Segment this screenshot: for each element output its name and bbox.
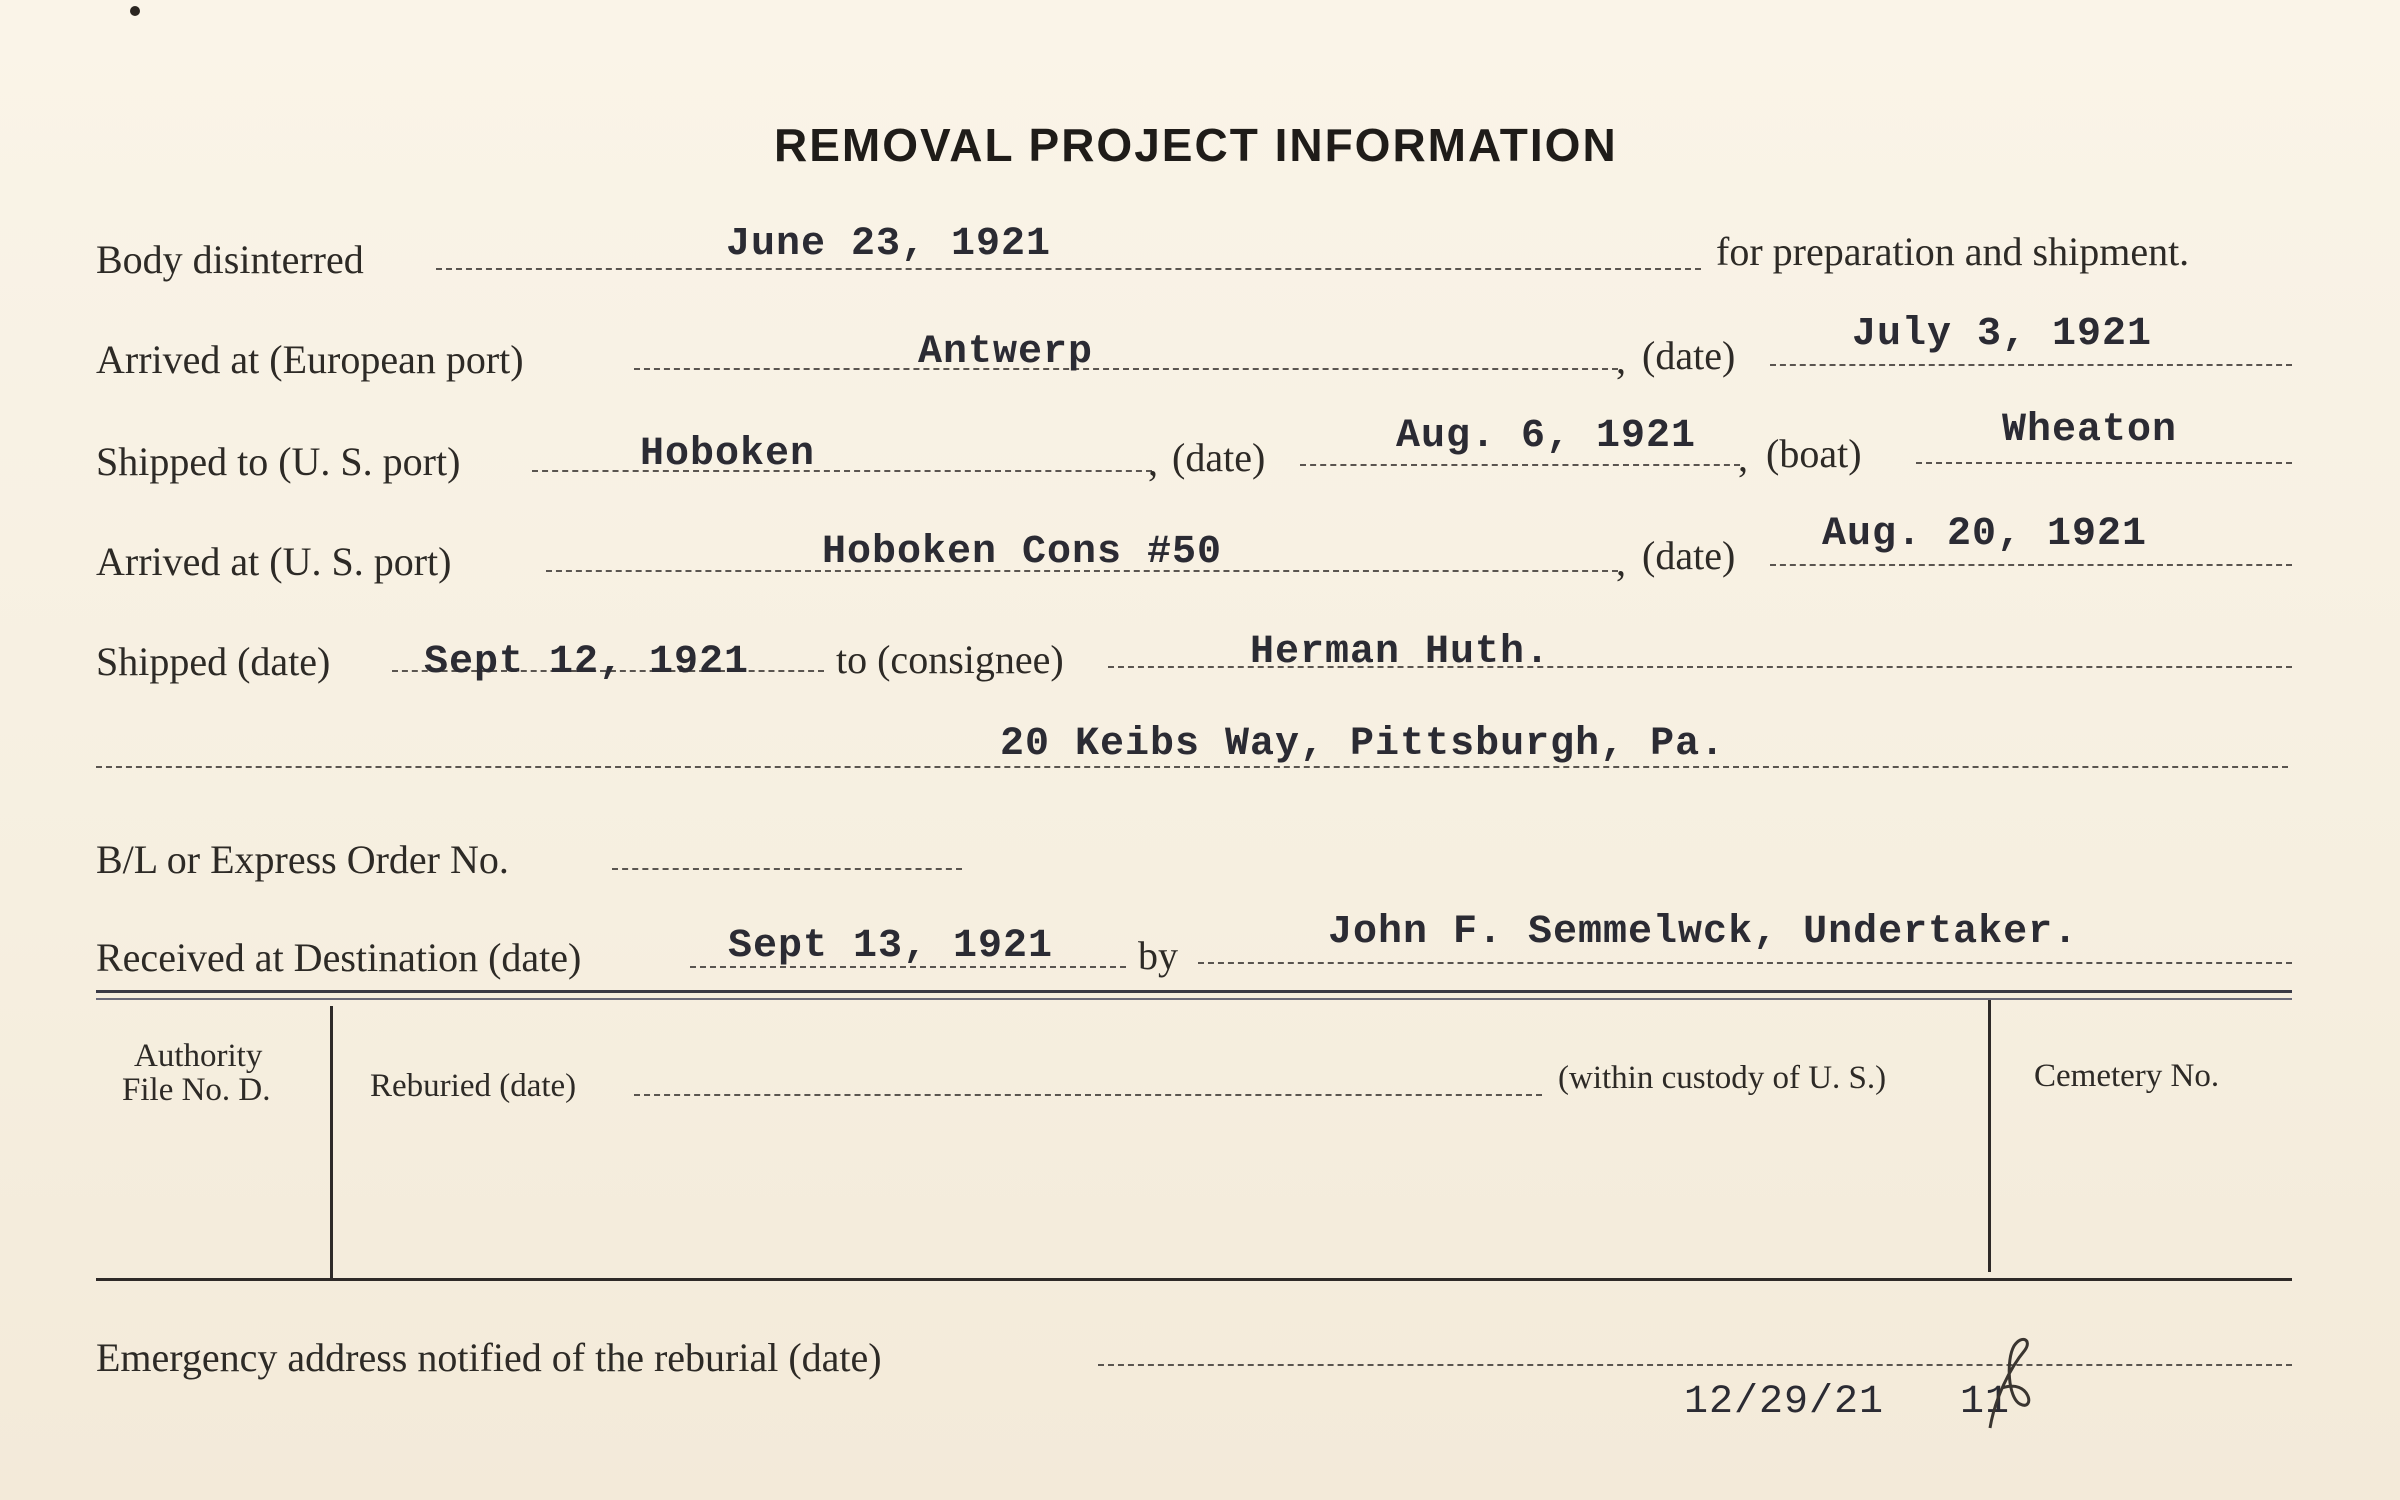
by-label: by bbox=[1138, 933, 1178, 978]
shipped-date-line bbox=[1300, 464, 1740, 466]
shipped-to-us-label: Shipped to (U. S. port) bbox=[96, 439, 461, 484]
shipped-date-value: Aug. 6, 1921 bbox=[1396, 414, 1697, 459]
arrived-european-label: Arrived at (European port) bbox=[96, 337, 524, 382]
within-custody-label: (within custody of U. S.) bbox=[1558, 1060, 1887, 1096]
boat-value: Wheaton bbox=[2002, 408, 2178, 453]
emergency-label: Emergency address notified of the reburial (date) bbox=[96, 1335, 882, 1380]
body-disinterred-label: Body disinterred bbox=[96, 237, 364, 282]
consignee-address-value: 20 Keibs Way, Pittsburgh, Pa. bbox=[1000, 722, 1726, 767]
received-by-line bbox=[1198, 962, 2292, 964]
european-date-value: July 3, 1921 bbox=[1852, 312, 2153, 357]
cemetery-divider bbox=[1988, 1000, 1991, 1272]
consignee-value: Herman Huth. bbox=[1250, 630, 1551, 675]
arrived-date-value: Aug. 20, 1921 bbox=[1822, 512, 2148, 557]
table-bottom-rule bbox=[96, 1278, 2292, 1281]
for-preparation-label: for preparation and shipment. bbox=[1716, 229, 2190, 274]
shipped-date-label: (date) bbox=[1172, 435, 1266, 480]
section-double-rule-top bbox=[96, 990, 2292, 993]
european-date-label: (date) bbox=[1642, 333, 1736, 378]
reburied-line bbox=[634, 1094, 1542, 1096]
received-by-value: John F. Semmelwck, Undertaker. bbox=[1328, 910, 2079, 955]
cemetery-no-label: Cemetery No. bbox=[2034, 1058, 2220, 1094]
arrived-date-label: (date) bbox=[1642, 533, 1736, 578]
card-title: REMOVAL PROJECT INFORMATION bbox=[774, 119, 1618, 171]
handwritten-initial-mark bbox=[1950, 1328, 2040, 1438]
arrived-us-label: Arrived at (U. S. port) bbox=[96, 539, 452, 584]
european-comma: , bbox=[1616, 337, 1626, 382]
received-date-value: Sept 13, 1921 bbox=[728, 924, 1054, 969]
ink-speck bbox=[130, 6, 140, 16]
bl-order-label: B/L or Express Order No. bbox=[96, 837, 509, 882]
reburied-label: Reburied (date) bbox=[370, 1068, 577, 1104]
section-double-rule-bottom bbox=[96, 998, 2292, 1000]
received-label: Received at Destination (date) bbox=[96, 935, 582, 980]
initials-value: 11 bbox=[1960, 1380, 2011, 1425]
bl-order-line bbox=[612, 868, 962, 870]
us-port-shipped-line bbox=[532, 470, 1152, 472]
boat-line bbox=[1916, 462, 2292, 464]
us-port-shipped-value: Hoboken bbox=[640, 432, 816, 477]
emergency-date-value: 12/29/21 bbox=[1684, 1380, 1885, 1425]
boat-comma: , bbox=[1738, 435, 1748, 480]
emergency-line bbox=[1098, 1364, 2292, 1366]
european-date-line bbox=[1770, 364, 2292, 366]
boat-label: (boat) bbox=[1766, 431, 1862, 476]
arrived-comma: , bbox=[1616, 539, 1626, 584]
shipped-out-value: Sept 12, 1921 bbox=[424, 640, 750, 685]
body-disinterred-line bbox=[436, 268, 1701, 270]
shipped-out-label: Shipped (date) bbox=[96, 639, 331, 684]
consignee-label: to (consignee) bbox=[836, 637, 1064, 682]
us-port-arrived-value: Hoboken Cons #50 bbox=[822, 530, 1223, 575]
shipped-comma: , bbox=[1148, 439, 1158, 484]
european-port-value: Antwerp bbox=[918, 330, 1094, 375]
european-port-line bbox=[634, 368, 1618, 370]
authority-divider bbox=[330, 1006, 333, 1280]
disinterred-date-value: June 23, 1921 bbox=[726, 222, 1052, 267]
authority-label-line1: Authority bbox=[134, 1038, 263, 1074]
authority-label-line2: File No. D. bbox=[122, 1072, 271, 1108]
arrived-date-line bbox=[1770, 564, 2292, 566]
